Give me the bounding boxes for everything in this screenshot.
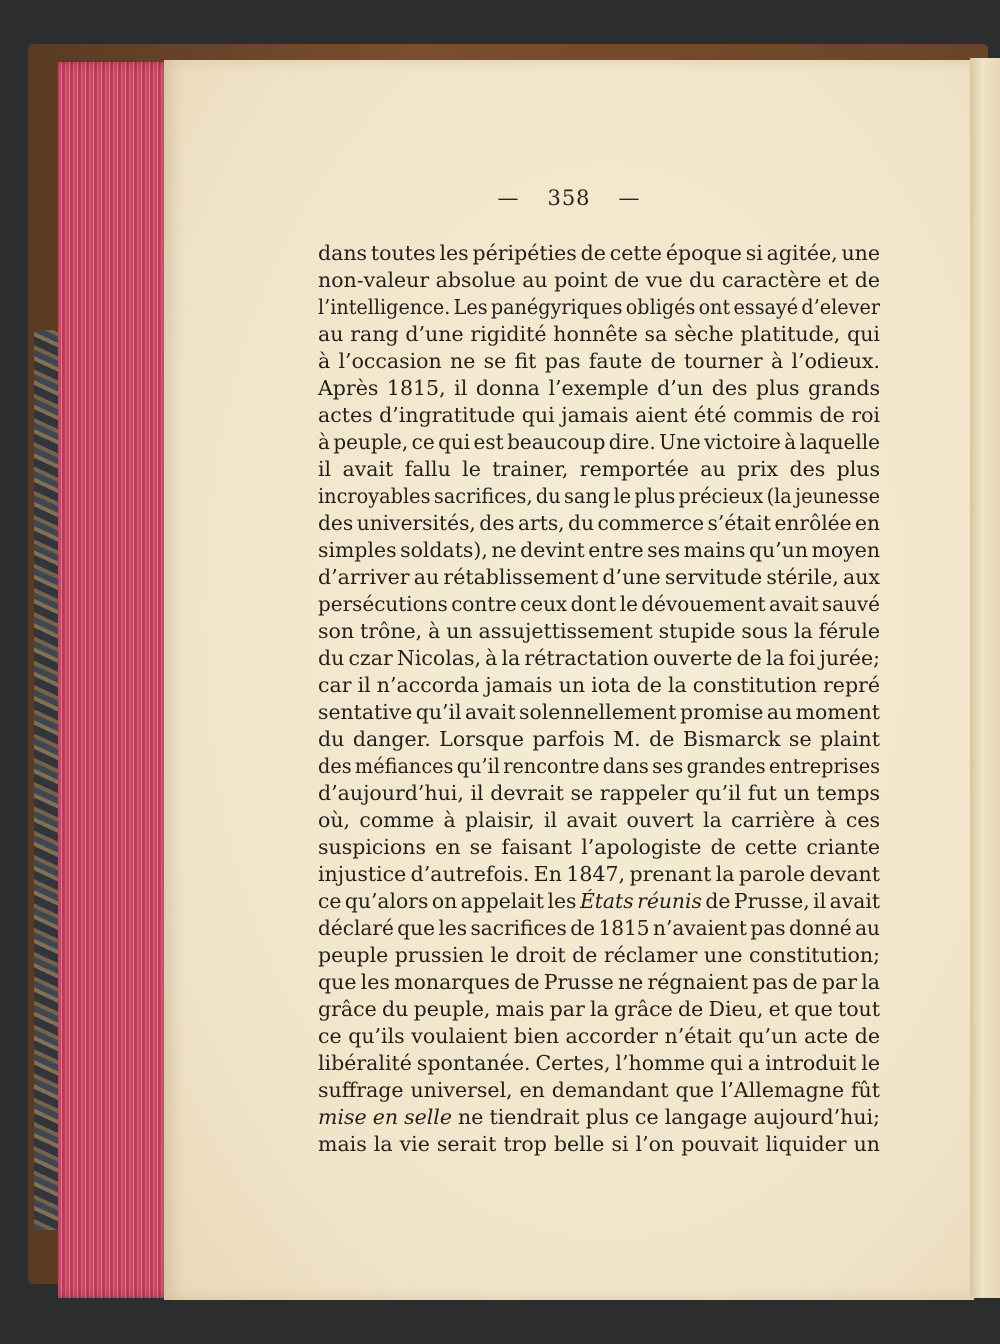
text-line: au rang d’une rigidité honnête sa sèche platitude, qui: [318, 322, 880, 346]
text-line: ce qu’ils voulaient bien accorder n’était qu’un acte de: [318, 1024, 880, 1048]
text-line: suspicions en se faisant l’apologiste de cette criante: [318, 835, 880, 859]
page-number: 358: [547, 186, 591, 210]
text-segment: ce qu’alors on appelait les: [318, 889, 580, 913]
text-line: à peuple, ce qui est beaucoup dire. Une victoire à laquelle: [318, 430, 880, 454]
body-text: [318, 240, 880, 1156]
text-line: peuple prussien le droit de réclamer une constitution;: [318, 943, 880, 967]
text-line: sentative qu’il avait solennellement promise au moment: [318, 700, 880, 724]
text-line: l’intelligence. Les panégyriques obligés ont essayé d’elever: [318, 295, 880, 319]
text-line: simples soldats), ne devint entre ses mains qu’un moyen: [318, 538, 880, 562]
text-line: grâce du peuple, mais par la grâce de Dieu, et que tout: [318, 997, 880, 1021]
page-edges: [58, 62, 180, 1298]
text-line: des universités, des arts, du commerce s’était enrôlée en: [318, 511, 880, 535]
text-line: injustice d’autrefois. En 1847, prenant la parole devant: [318, 862, 880, 886]
text-line: du czar Nicolas, à la rétractation ouverte de la foi jurée;: [318, 646, 880, 670]
text-line: persécutions contre ceux dont le dévouement avait sauvé: [318, 592, 880, 616]
text-line: dans toutes les péripéties de cette époque si agitée, une: [318, 241, 880, 265]
text-line: suffrage universel, en demandant que l’Allemagne fût: [318, 1078, 880, 1102]
text-line: son trône, à un assujettissement stupide sous la férule: [318, 619, 880, 643]
text-line: d’arriver au rétablissement d’une servitude stérile, aux: [318, 565, 880, 589]
text-line: [318, 1104, 880, 1131]
text-line: actes d’ingratitude qui jamais aient été commis de roi: [318, 403, 880, 427]
italic-term: mise en selle: [318, 1105, 452, 1129]
text-line: que les monarques de Prusse ne régnaient pas de par la: [318, 970, 880, 994]
italic-term: États réunis: [579, 889, 702, 913]
text-line: non-valeur absolue au point de vue du caractère et de: [318, 268, 880, 292]
text-segment: ne tiendrait plus ce langage aujourd’hui;: [452, 1105, 880, 1129]
text-line: des méfiances qu’il rencontre dans ses grandes entreprises: [318, 754, 880, 778]
text-line: il avait fallu le trainer, remportée au prix des plus: [318, 457, 880, 481]
text-line: incroyables sacrifices, du sang le plus précieux (la jeunesse: [318, 484, 880, 508]
text-line: où, comme à plaisir, il avait ouvert la carrière à ces: [318, 808, 880, 832]
text-line: d’aujourd’hui, il devrait se rappeler qu’il fut un temps: [318, 781, 880, 805]
text-line: libéralité spontanée. Certes, l’homme qui a introduit le: [318, 1051, 880, 1075]
text-line: car il n’accorda jamais un iota de la constitution repré: [318, 673, 880, 697]
text-line: déclaré que les sacrifices de 1815 n’avaient pas donné au: [318, 916, 880, 940]
facing-page-edge: [970, 58, 1000, 1298]
text-line: mais la vie serait trop belle si l’on pouvait liquider un: [318, 1132, 880, 1156]
page-header: [164, 186, 974, 210]
text-line: [318, 888, 880, 915]
header-dash-right: —: [618, 186, 641, 210]
text-segment: de Prusse, il avait: [701, 889, 880, 913]
text-line: du danger. Lorsque parfois M. de Bismarck se plaint: [318, 727, 880, 751]
text-line: Après 1815, il donna l’exemple d’un des plus grands: [318, 376, 880, 400]
header-dash-left: —: [497, 186, 520, 210]
text-line: à l’occasion ne se fit pas faute de tourner à l’odieux.: [318, 349, 880, 373]
